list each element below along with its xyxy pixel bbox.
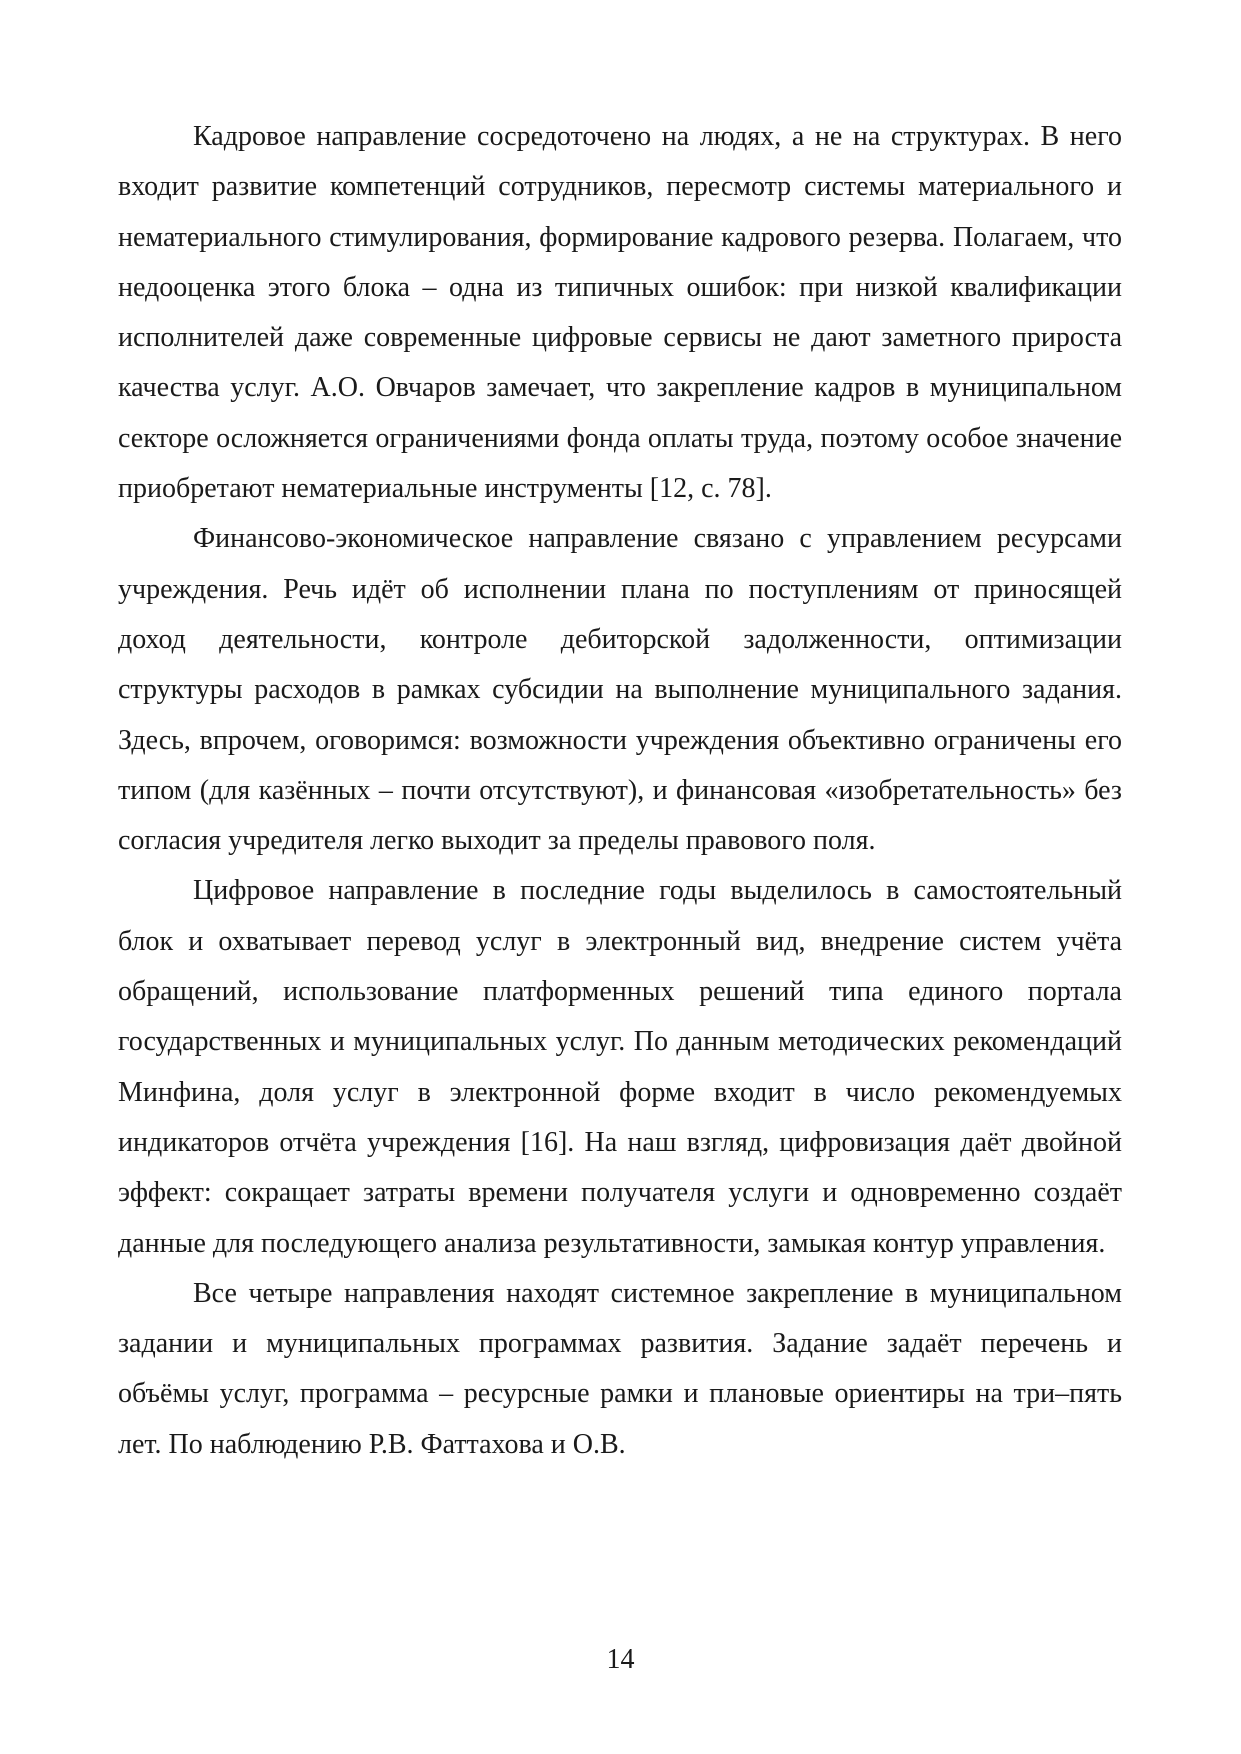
- page-number: 14: [606, 1644, 635, 1675]
- paragraph-personnel: Кадровое направление сосредоточено на людях, а не на структурах. В него входит развитие компетенций сотрудников, пересмотр системы материального и нематериального стимулирования, формирование кадрового резерва. Полагаем, что недооценка этого блока – одна из типичных ошибок: при низкой квалификации исполнителей даже современные цифровые сервисы не дают заметного прироста качества услуг. А.О. Овчаров замечает, что закрепление кадров в муниципальном секторе осложняется ограничениями фонда оплаты труда, поэтому особое значение приобретают нематериальные инструменты [12, с. 78].: [118, 121, 1122, 505]
- document-body: [118, 112, 1122, 1470]
- paragraph-financial-economic: Финансово-экономическое направление связано с управлением ресурсами учреждения. Речь идёт об исполнении плана по поступлениям от приносящей доход деятельности, контроле дебиторской задолженности, оптимизации структуры расходов в рамках субсидии на выполнение муниципального задания. Здесь, впрочем, оговоримся: возможности учреждения объективно ограничены его типом (для казённых – почти отсутствуют), и финансовая «изобретательность» без согласия учредителя легко выходит за пределы правового поля.: [118, 523, 1122, 857]
- paragraph-digital: Цифровое направление в последние годы выделилось в самостоятельный блок и охватывает перевод услуг в электронный вид, внедрение систем учёта обращений, использование платформенных решений типа единого портала государственных и муниципальных услуг. По данным методических рекомендаций Минфина, доля услуг в электронной форме входит в число рекомендуемых индикаторов отчёта учреждения [16]. На наш взгляд, цифровизация даёт двойной эффект: сокращает затраты времени получателя услуги и одновременно создаёт данные для последующего анализа результативности, замыкая контур управления.: [118, 875, 1122, 1259]
- paragraph-all-directions: Все четыре направления находят системное закрепление в муниципальном задании и муниципальных программах развития. Задание задаёт перечень и объёмы услуг, программа – ресурсные рамки и плановые ориентиры на три–пять лет. По наблюдению Р.В. Фаттахова и О.В.: [118, 1277, 1122, 1460]
